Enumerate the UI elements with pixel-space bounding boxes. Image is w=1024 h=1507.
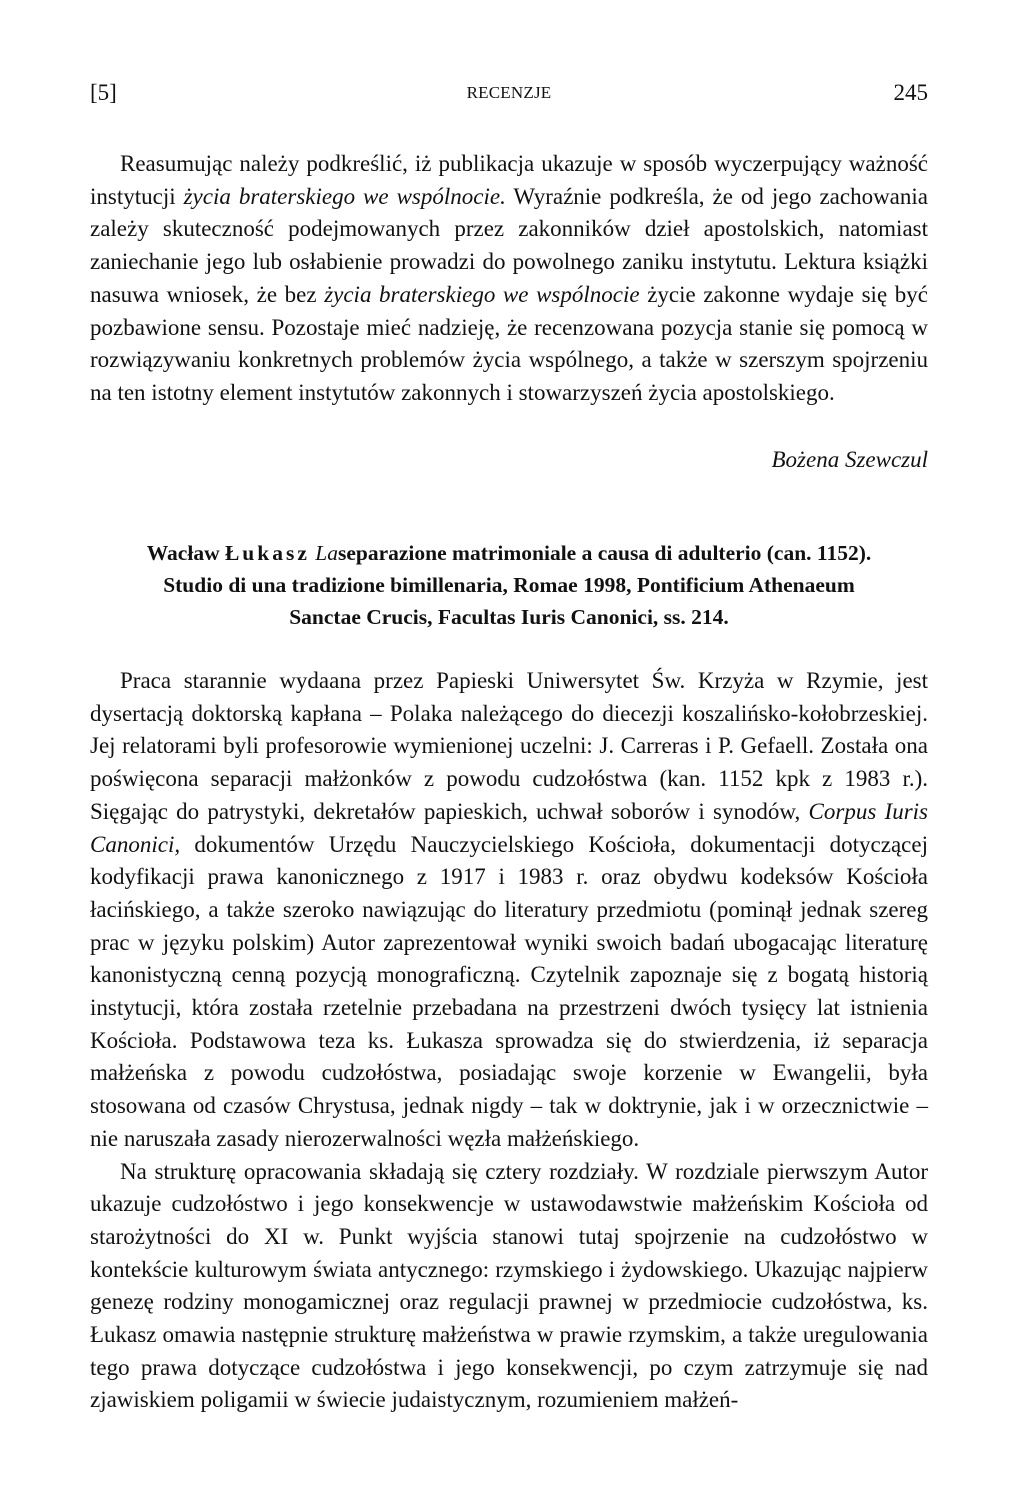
paragraph-intro: Praca starannie wydaana przez Papieski Uniwersytet Św. Krzyża w Rzymie, jest dysertacją doktorską kapłana – Polaka należącego do diecezji koszalińsko-kołobrzeskiej. Jej relatorami byli profesorowie wymienionej uczelni: J. Carreras i P. Gefaell. Została ona poświęcona separacji małżonków z powodu cudzołóstwa (kan. 1152 kpk z 1983 r.). Sięgając do patrystyki, dekretałów papieskich, uchwał soborów i synodów, Corpus Iuris Canonici, dokumentów Urzędu Nauczycielskiego Kościoła, dokumentacji dotyczącej kodyfikacji prawa kanonicznego z 1917 i 1983 r. oraz obydwu kodeksów Kościoła łacińskiego, a także szeroko nawiązując do literatury przedmiotu (pominął jednak szereg prac w języku polskim) Autor zaprezentował wyniki swoich badań ubogacając literaturę kanonistyczną cenną pozycją monograficzną. Czytelnik zapoznaje się z bogatą historią instytucji, która została rzetelnie przebadana na przestrzeni dwóch tysięcy lat istnienia Kościoła. Podstawowa teza ks. Łukasza sprowadza się do stwierdzenia, iż separacja małżeńska z powodu cudzołóstwa, posiadając swoje korzenie w Ewangelii, była stosowana od czasów Chrystusa, jednak nigdy – tak w doktrynie, jak i w orzecznictwie – nie naruszała zasady nierozerwalności węzła małżeńskiego. <box>90 668 928 1151</box>
review-heading-line3: Sanctae Crucis, Facultas Iuris Canonici, ss. 214. <box>289 605 729 629</box>
review-body <box>90 665 928 1417</box>
review-heading <box>90 537 928 633</box>
author-surname: Łukasz <box>224 541 310 565</box>
section-title: RECENZJE <box>466 83 552 102</box>
review-conclusion <box>90 148 928 410</box>
running-header <box>90 76 928 110</box>
paragraph-conclusion: Reasumując należy podkreślić, iż publikacja ukazuje w sposób wyczerpujący ważność instytucji życia braterskiego we wspólnocie. Wyraźnie podkreśla, że od jego zachowania zależy skuteczność podejmowanych przez zakonników dzieł apostolskich, natomiast zaniechanie jego lub osłabienie prowadzi do powolnego zaniku instytutu. Lektura książki nasuwa wniosek, że bez życia braterskiego we wspólnocie życie zakonne wydaje się być pozbawione sensu. Pozostaje mieć nadzieję, że recenzowana pozycja stanie się pomocą w rozwiązywaniu konkretnych problemów życia wspólnego, a także w szerszym spojrzeniu na ten istotny element instytutów zakonnych i stowarzyszeń życia apostolskiego. <box>90 151 928 405</box>
page-number: 245 <box>893 80 928 105</box>
paragraph-structure: Na strukturę opracowania składają się cztery rozdziały. W rozdziale pierwszym Autor ukazuje cudzołóstwo i jego konsekwencje w ustawodawstwie małżeńskim Kościoła od starożytności do XI w. Punkt wyjścia stanowi tutaj spojrzenie na cudzołóstwo w kontekście kulturowym świata antycznego: rzymskiego i żydowskiego. Ukazując najpierw genezę rodziny monogamicznej oraz regulacji prawnej w przedmiocie cudzołóstwa, ks. Łukasz omawia następnie strukturę małżeństwa w prawie rzymskim, a także uregulowania tego prawa dotyczące cudzołóstwa i jego konsekwencji, po czym zatrzymuje się nad zjawiskiem poligamii w świecie judaistycznym, rozumieniem małżeń- <box>90 1158 928 1413</box>
review-heading-line2: Studio di una tradizione bimillenaria, Romae 1998, Pontificium Athenaeum <box>163 573 855 597</box>
section-number: [5] <box>90 80 117 105</box>
review-heading-line1: Wacław Łukasz Laseparazione matrimoniale a causa di adulterio (can. 1152). <box>146 541 872 565</box>
reviewer-signature: Bożena Szewczul <box>771 447 928 472</box>
